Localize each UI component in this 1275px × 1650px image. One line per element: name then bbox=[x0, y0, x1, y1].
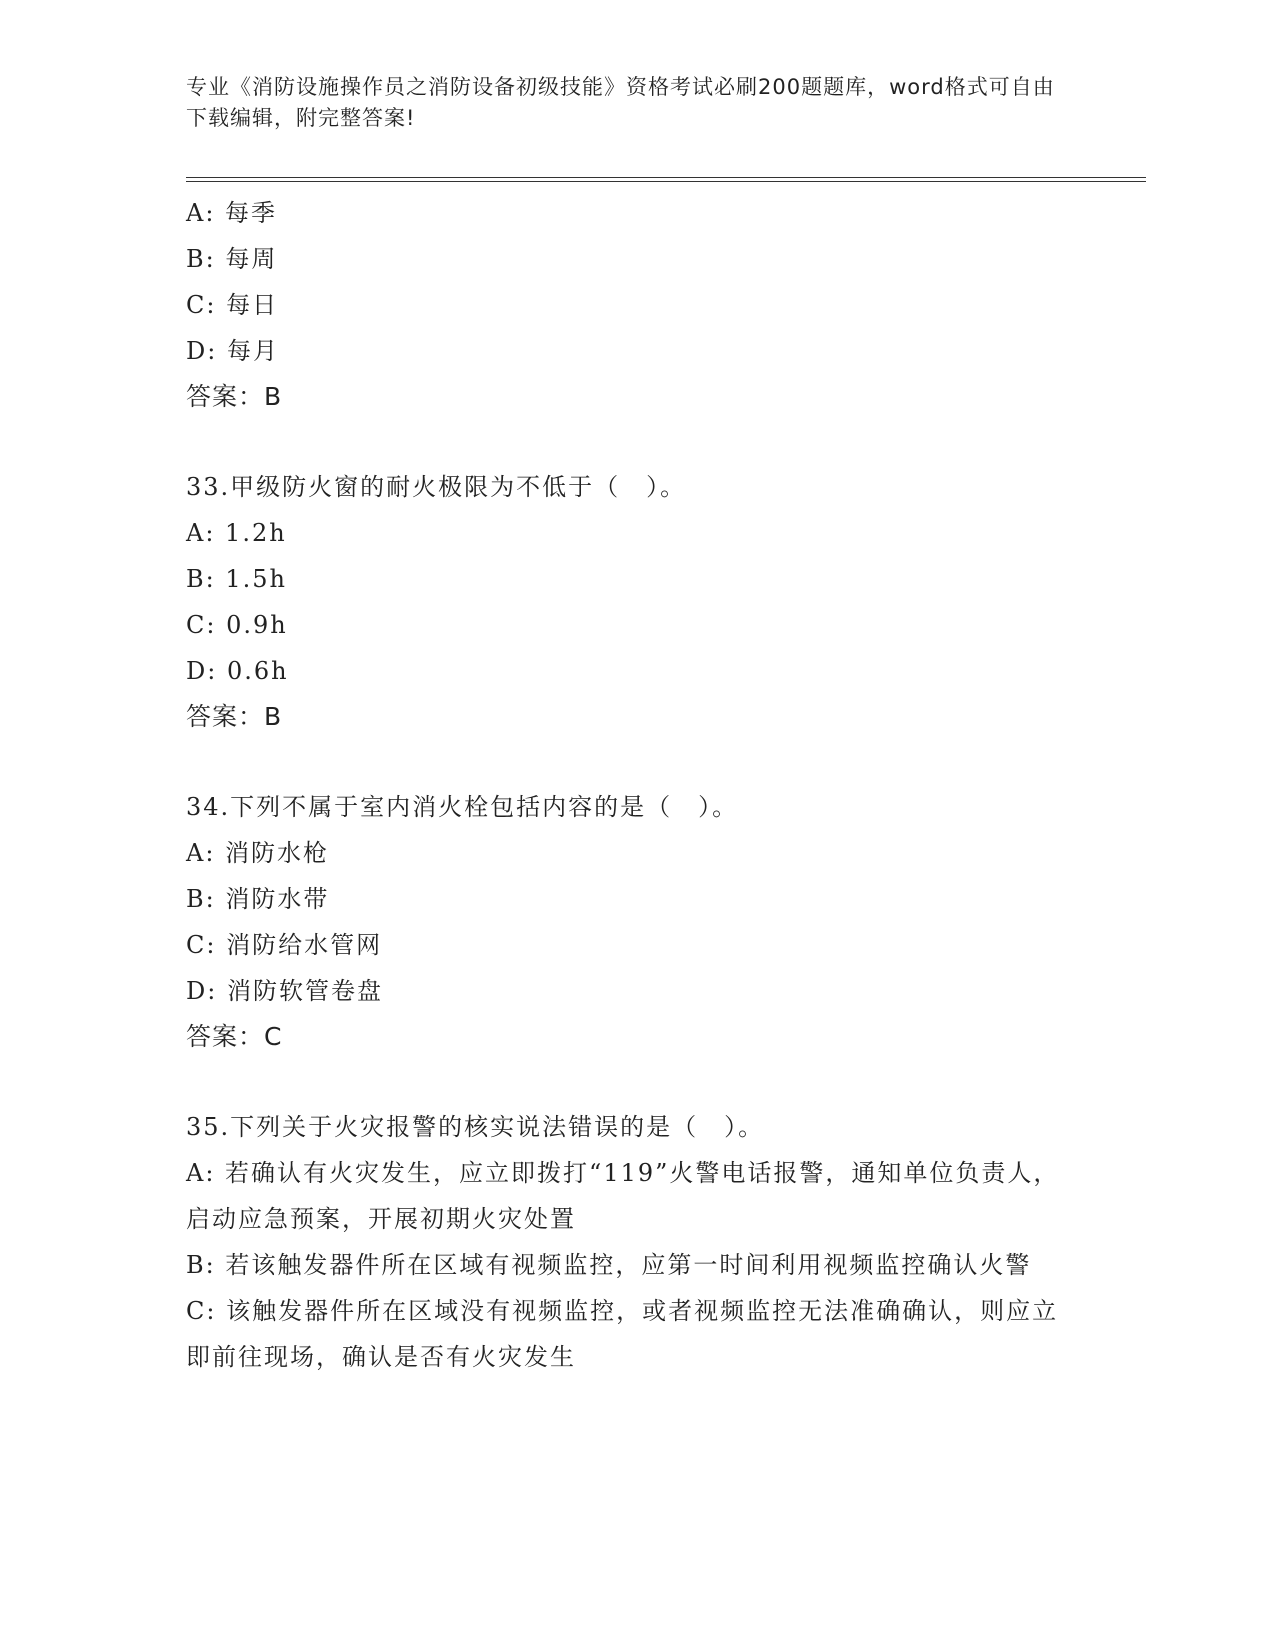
answer-label: 答案：B bbox=[186, 382, 283, 411]
option-a: A: 消防水枪 bbox=[186, 839, 330, 867]
header-divider-top bbox=[186, 177, 1146, 178]
option-d: D: 每月 bbox=[186, 337, 279, 365]
answer-label: 答案：B bbox=[186, 702, 283, 731]
question-text: 34.下列不属于室内消火栓包括内容的是（ ）。 bbox=[186, 793, 739, 821]
option-b: B: 每周 bbox=[186, 245, 278, 273]
answer-label: 答案：C bbox=[186, 1022, 283, 1051]
option-d: D: 0.6h bbox=[186, 657, 289, 685]
option-b: B: 消防水带 bbox=[186, 885, 330, 913]
question-block-35 bbox=[186, 1104, 1066, 1380]
question-text: 33.甲级防火窗的耐火极限为不低于（ ）。 bbox=[186, 473, 687, 501]
question-text: 35.下列关于火灾报警的核实说法错误的是（ ）。 bbox=[186, 1113, 765, 1141]
document-header: 专业《消防设施操作员之消防设备初级技能》资格考试必刷200题题库，word格式可自由下载编辑，附完整答案! bbox=[186, 75, 1055, 130]
option-d: D: 消防软管卷盘 bbox=[186, 977, 383, 1005]
option-c: C: 该触发器件所在区域没有视频监控，或者视频监控无法准确确认，则应立即前往现场，确认是否有火灾发生 bbox=[186, 1297, 1059, 1371]
option-b: B: 1.5h bbox=[186, 565, 287, 593]
option-a: A: 每季 bbox=[186, 199, 278, 227]
question-block-32 bbox=[186, 190, 1066, 420]
header-divider-bottom bbox=[186, 181, 1146, 182]
question-block-33 bbox=[186, 464, 1066, 740]
option-c: C: 消防给水管网 bbox=[186, 931, 383, 959]
option-a: A: 若确认有火灾发生，应立即拨打“119”火警电话报警，通知单位负责人，启动应急预案，开展初期火灾处置 bbox=[186, 1159, 1060, 1233]
option-c: C: 每日 bbox=[186, 291, 279, 319]
question-block-34 bbox=[186, 784, 1066, 1060]
question-list bbox=[186, 190, 1066, 1380]
option-c: C: 0.9h bbox=[186, 611, 288, 639]
option-a: A: 1.2h bbox=[186, 519, 287, 547]
option-b: B: 若该触发器件所在区域有视频监控，应第一时间利用视频监控确认火警 bbox=[186, 1251, 1032, 1279]
